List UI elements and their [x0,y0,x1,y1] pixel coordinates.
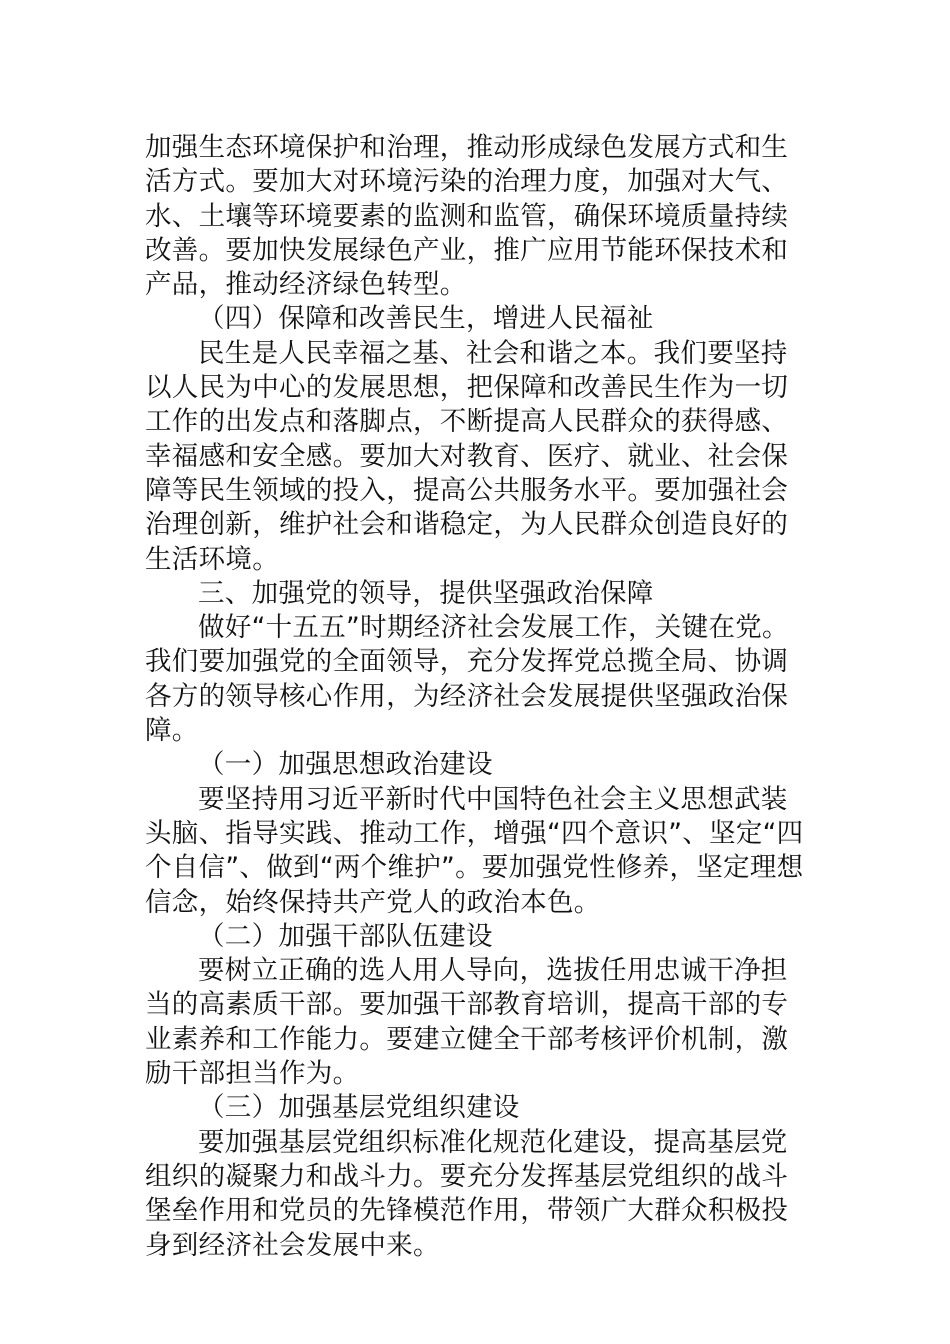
subheading-two: （二）加强干部队伍建设 [198,920,493,952]
paragraph-cadres: 要树立正确的选人用人导向，选拔任用忠诚干净担当的高素质干部。要加强干部教育培训，提高干部的专业素养和工作能力。要建立健全干部考核评价机制，激励干部担当作为。 [145,955,789,1090]
paragraph-continuation: 加强生态环境保护和治理，推动形成绿色发展方式和生活方式。要加大对环境污染的治理力度，加强对大气、水、土壤等环境要素的监测和监管，确保环境质量持续改善。要加快发展绿色产业，推广应用节能环保技术和产品，推动经济绿色转型。 [145,132,789,301]
paragraph-party-leadership: 做好“十五五”时期经济社会发展工作，关键在党。我们要加强党的全面领导，充分发挥党总揽全局、协调各方的领导核心作用，为经济社会发展提供坚强政治保障。 [145,612,789,747]
paragraph-ideology: 要坚持用习近平新时代中国特色社会主义思想武装头脑、指导实践、推动工作，增强“四个意识”、坚定“四个自信”、做到“两个维护”。要加强党性修养，坚定理想信念，始终保持共产党人的政治本色。 [145,783,804,918]
subheading-one: （一）加强思想政治建设 [198,749,493,781]
subheading-four: （四）保障和改善民生，增进人民福祉 [198,303,654,335]
document-body [145,131,810,1263]
section-heading-three: 三、加强党的领导，提供坚强政治保障 [198,577,654,609]
paragraph-livelihood: 民生是人民幸福之基、社会和谐之本。我们要坚持以人民为中心的发展思想，把保障和改善民生作为一切工作的出发点和落脚点，不断提高人民群众的获得感、幸福感和安全感。要加大对教育、医疗、就业、社会保障等民生领域的投入，提高公共服务水平。要加强社会治理创新，维护社会和谐稳定，为人民群众创造良好的生活环境。 [145,337,789,575]
subheading-three: （三）加强基层党组织建设 [198,1092,520,1124]
paragraph-grassroots: 要加强基层党组织标准化规范化建设，提高基层党组织的凝聚力和战斗力。要充分发挥基层党组织的战斗堡垒作用和党员的先锋模范作用，带领广大群众积极投身到经济社会发展中来。 [145,1126,789,1261]
